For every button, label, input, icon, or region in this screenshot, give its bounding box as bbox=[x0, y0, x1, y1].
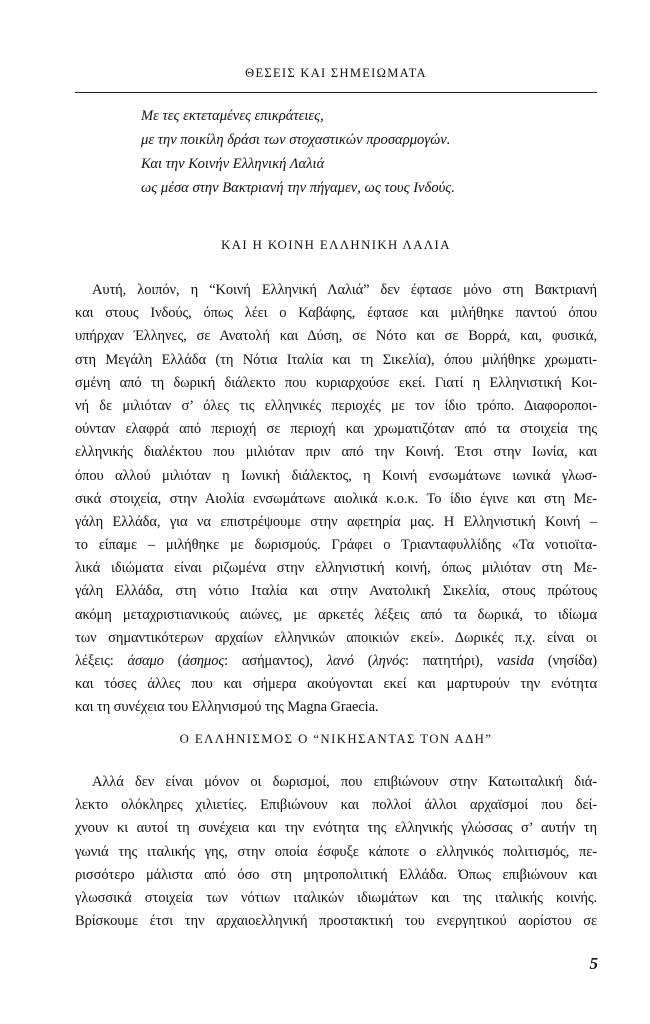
text-line: Αυτή, λοιπόν, η “Κοινή Ελληνική Λαλιά” δεν έφτασε μόνο στη Βακτριανή bbox=[92, 282, 597, 298]
example-word: άσημος bbox=[182, 653, 225, 669]
text-line: των σημαντικότερων αρχαίων ελληνικών αποικιών εκεί». Δωρικές π.χ. είναι οι bbox=[75, 629, 597, 646]
text-line: Αλλά δεν είναι μόνον οι δωρισμοί, που επιβιώνουν στην Κατωιταλική διά- bbox=[92, 774, 597, 790]
page-number: 5 bbox=[589, 954, 598, 973]
running-header: ΘΕΣΕΙΣ ΚΑΙ ΣΗΜΕΙΩΜΑΤΑ bbox=[245, 66, 427, 80]
section-heading: ΚΑΙ Η ΚΟΙΝΗ ΕΛΛΗΝΙΚΗ ΛΑΛΙΑ bbox=[221, 238, 451, 252]
text-line: το είπαμε – μιλήθηκε με δωρισμούς. Γράφει ο Τριανταφυλλίδης «Τα νοτιοϊτα- bbox=[75, 537, 597, 554]
text-line: υπήρχαν Έλληνες, σε Ανατολή και Δύση, σε Νότο και σε Βορρά, και, φυσικά, bbox=[75, 328, 597, 345]
text-fragment: ( bbox=[163, 653, 183, 669]
text-line: σικά στοιχεία, στην Αιολία ενσωμάτωνε αιολικά κ.ο.κ. Το ίδιο έγινε και στη Με- bbox=[75, 490, 597, 507]
text-line: Βρίσκουμε έτσι την αρχαιοελληνική προστακτική του ενεργητικού αορίστου σε bbox=[75, 913, 597, 930]
body-paragraph bbox=[75, 771, 597, 933]
text-line: και τη συνέχεια του Ελληνισμού της Magna Graecia. bbox=[75, 699, 379, 716]
example-word: λανό bbox=[326, 653, 354, 669]
body-paragraph bbox=[75, 279, 597, 720]
text-fragment: ( bbox=[353, 653, 373, 669]
verse-line: ως μέσα στην Βακτριανή την πήγαμεν, ως τους Ινδούς. bbox=[141, 180, 455, 196]
text-line: γλωσσικά στοιχεία των νότιων ιταλικών ιδιωμάτων και της ιταλικής κοινής. bbox=[75, 889, 597, 906]
text-line: χνουν κι αυτοί τη συνέχεια και την ενότητα της ελληνικής γλώσσας σ’ αυτήν τη bbox=[75, 820, 597, 837]
text-line: νή δε μιλιόταν σ’ όλες τις ελληνικές περιοχές με τον ίδιο τρόπο. Διαφοροποι- bbox=[75, 397, 597, 414]
text-line: ελληνικής διαλέκτου που μιλιόταν πριν από την Κοινή. Έτσι στην Ιωνία, και bbox=[75, 444, 597, 461]
verse-quote bbox=[141, 104, 581, 200]
text-line: ούνταν ελαφρά από περιοχή σε περιοχή και χρωματιζόταν από τα στοιχεία της bbox=[75, 421, 597, 438]
text-line: στη Μεγάλη Ελλάδα (τη Νότια Ιταλία και τη Σικελία), όπου μιλήθηκε χρωματι- bbox=[75, 351, 597, 368]
text-line: γάλη Ελλάδα, στη νότιο Ιταλία και στην Ανατολική Σικελία, στους πρώτους bbox=[75, 583, 597, 600]
text-line: γωνιά της ιταλικής γης, στην οποία έσφυξε κάποτε ο ελληνικός πολιτισμός, πε- bbox=[75, 843, 597, 860]
text-line: λικά ιδιώματα είναι ριζωμένα στην ελληνιστική κοινή, όπως μιλιόταν στη Με- bbox=[75, 560, 597, 577]
text-fragment: : πατητήρι), bbox=[404, 653, 497, 669]
example-word: ληνός bbox=[372, 653, 405, 669]
header-rule bbox=[75, 92, 597, 93]
text-line-with-examples bbox=[75, 650, 597, 673]
text-line: και τόσες άλλες που και σήμερα ακούγονται εκεί και μαρτυρούν την ενότητα bbox=[75, 676, 597, 693]
verse-line: με την ποικίλη δράσι των στοχαστικών προσαρμογών. bbox=[141, 132, 451, 148]
text-line: γάλη Ελλάδα, για να επιστρέψουμε στην αφετηρία μας. Η Ελληνιστική Κοινή – bbox=[75, 513, 597, 530]
section-heading: Ο ΕΛΛΗΝΙΣΜΟΣ Ο “ΝΙΚΗΣΑΝΤΑΣ ΤΟΝ ΑΔΗ” bbox=[179, 732, 493, 746]
text-line: ακόμη μεταχριστιανικούς αιώνες, με αρκετές λέξεις από τα δωρικά, το ιδίωμα bbox=[75, 606, 597, 623]
text-line: ρισσότερο μάλιστα από όσο στη μητροπολιτική Ελλάδα. Όπως επιβιώνουν και bbox=[75, 866, 597, 883]
text-line: λεκτο ολόκληρες χιλιετίες. Επιβιώνουν και πολλοί άλλοι αρχαϊσμοί που δεί- bbox=[75, 797, 597, 814]
verse-line: Με τες εκτεταμένες επικράτειες, bbox=[141, 108, 324, 124]
text-fragment: λέξεις: bbox=[75, 653, 128, 669]
text-fragment: (νησίδα) bbox=[534, 653, 598, 669]
text-fragment: : ασήμαντος), bbox=[224, 653, 327, 669]
text-line: και στους Ινδούς, όπως λέει ο Καβάφης, έφτασε και μιλήθηκε παντού όπου bbox=[75, 305, 597, 322]
text-line: όπου αλλού μιλιόταν η Ιωνική διάλεκτος, η Κοινή ενσωμάτωνε ιωνικά γλωσ- bbox=[75, 467, 597, 484]
example-word: άσαμο bbox=[127, 653, 164, 669]
verse-line: Και την Κοινήν Ελληνική Λαλιά bbox=[141, 156, 325, 172]
text-line: σμένη από τη δωρική διάλεκτο που κυριαρχούσε εκεί. Γιατί η Ελληνιστική Κοι- bbox=[75, 374, 597, 391]
example-word: vasida bbox=[496, 653, 535, 669]
